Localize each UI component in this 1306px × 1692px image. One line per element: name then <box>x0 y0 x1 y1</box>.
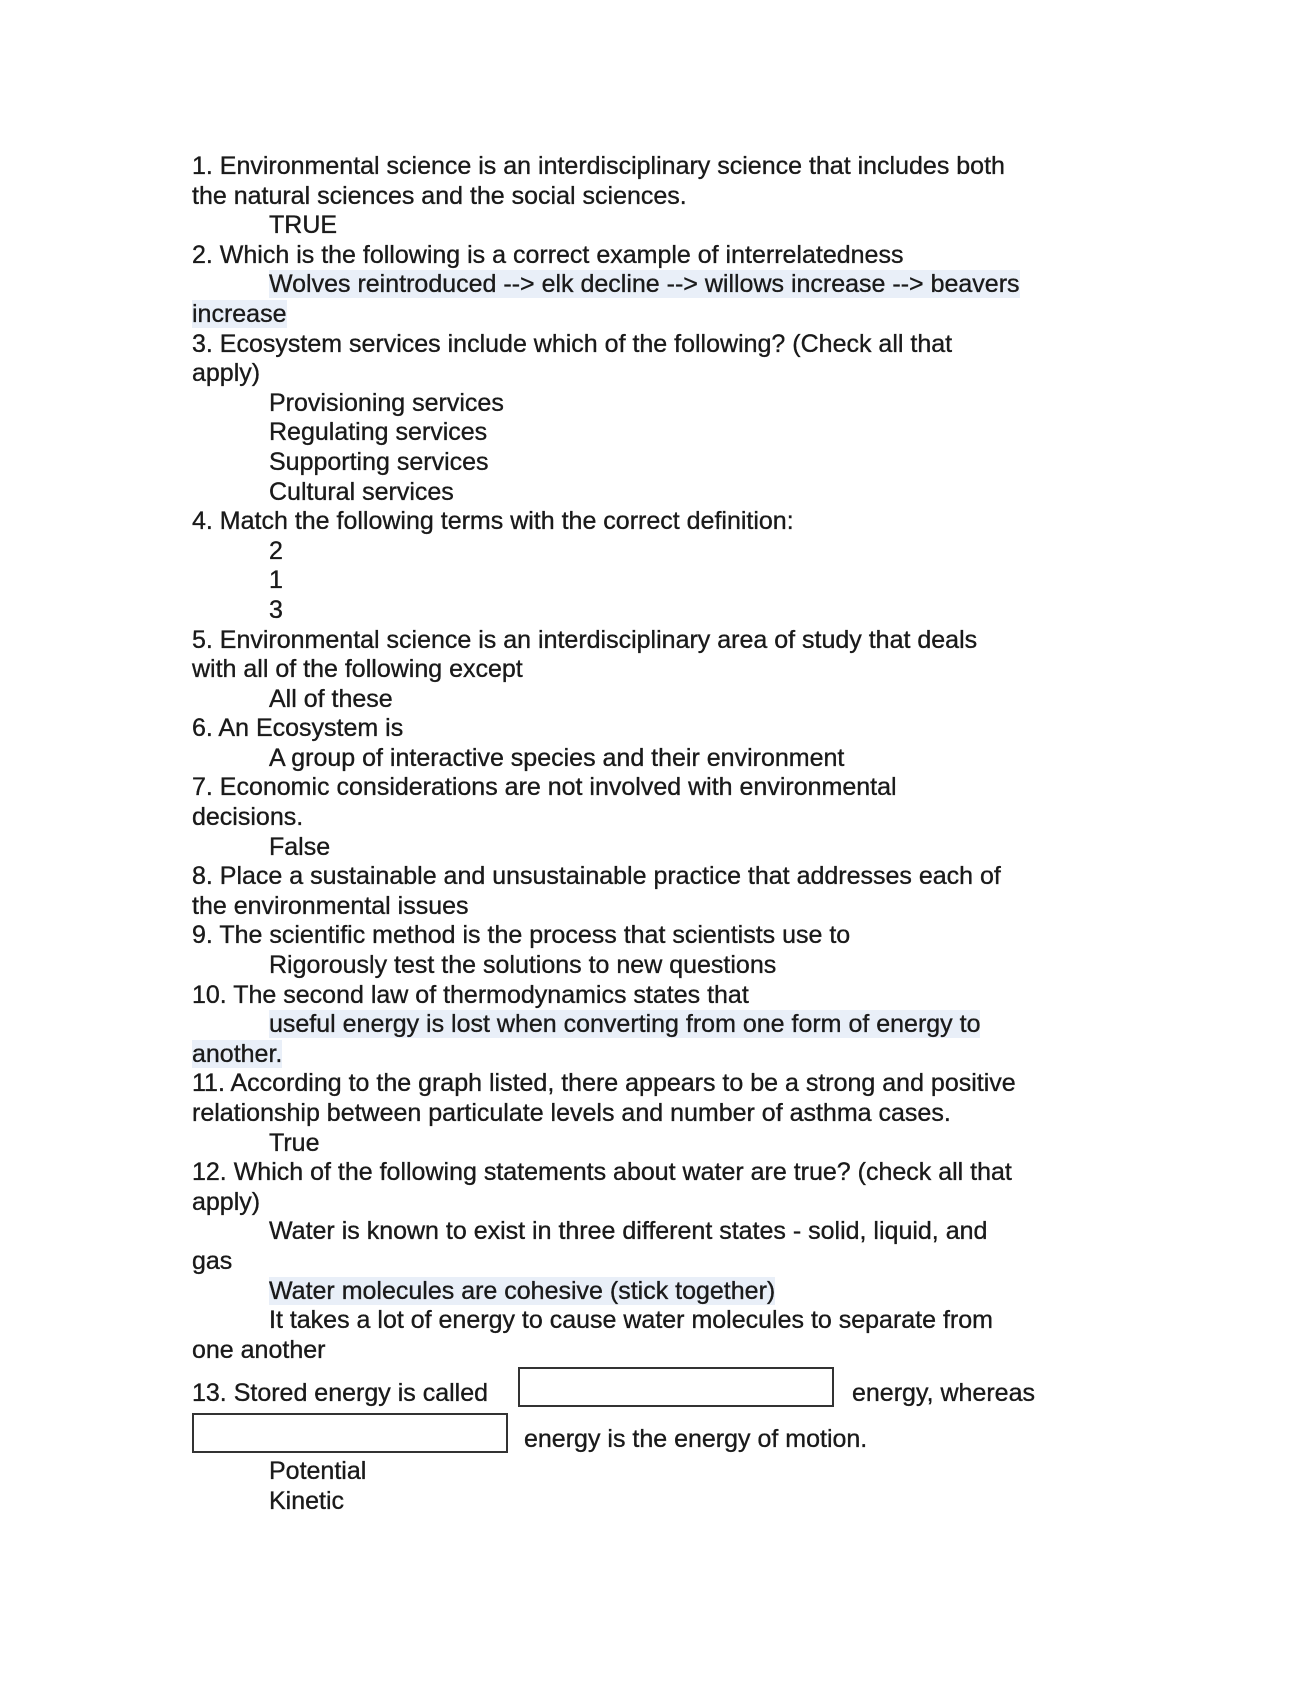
question-11-line-2: relationship between particulate levels and number of asthma cases. <box>192 1099 951 1127</box>
question-8-line-2: the environmental issues <box>192 891 469 920</box>
question-4-answer-2: 1 <box>269 566 283 595</box>
question-12-answer-2-text: Water molecules are cohesive (stick together) <box>269 1276 776 1305</box>
question-13-line-2 <box>192 1411 1132 1457</box>
question-4-answer-3: 3 <box>269 595 283 624</box>
question-12-line-2: apply) <box>192 1187 261 1216</box>
question-9-answer: Rigorously test the solutions to new questions <box>269 951 777 980</box>
question-13-text-3: energy is the energy of motion. <box>524 1425 868 1454</box>
question-5-line-1: 5. Environmental science is an interdisciplinary area of study that deals <box>192 625 978 654</box>
question-5-line-2: with all of the following except <box>192 655 523 684</box>
question-3-answer-4: Cultural services <box>269 477 454 506</box>
question-10-line-1: 10. The second law of thermodynamics states that <box>192 980 749 1009</box>
question-13-answer-2: Kinetic <box>269 1486 345 1515</box>
question-5-answer: All of these <box>269 684 393 713</box>
question-11-line-1: 11. According to the graph listed, there appears to be a strong and positive <box>192 1069 1016 1098</box>
question-3-line-1: 3. Ecosystem services include which of the following? (Check all that <box>192 329 953 358</box>
question-2-answer-line-1: Wolves reintroduced --> elk decline --> willows increase --> beavers <box>269 270 1020 299</box>
question-7-line-2: decisions. <box>192 803 304 832</box>
question-12-answer-3-line-1: It takes a lot of energy to cause water molecules to separate from <box>269 1306 993 1335</box>
question-12-line-1: 12. Which of the following statements about water are true? (check all that <box>192 1158 1012 1187</box>
question-1-line-1: 1. Environmental science is an interdisciplinary science that includes both <box>192 152 1005 180</box>
question-12-answer-3-line-2: one another <box>192 1335 326 1364</box>
question-6-line-1: 6. An Ecosystem is <box>192 714 404 743</box>
question-3-answer-3: Supporting services <box>269 447 489 476</box>
question-2-answer-line-2: increase <box>192 299 287 328</box>
question-11-answer: True <box>269 1128 320 1157</box>
question-2-line-1: 2. Which is the following is a correct example of interrelatedness <box>192 240 904 269</box>
blank-motion-energy-input[interactable] <box>192 1413 508 1453</box>
question-7-line-1: 7. Economic considerations are not involved with environmental <box>192 773 897 802</box>
question-1-answer: TRUE <box>269 211 338 240</box>
question-1-line-2: the natural sciences and the social sciences. <box>192 181 687 210</box>
blank-stored-energy-input[interactable] <box>518 1367 834 1407</box>
document-page <box>192 152 1132 1517</box>
question-12-answer-1-line-1: Water is known to exist in three different states - solid, liquid, and <box>269 1217 988 1246</box>
question-9-line-1: 9. The scientific method is the process that scientists use to <box>192 921 851 950</box>
question-2-answer <box>192 270 1132 329</box>
question-12-answer-1-line-2: gas <box>192 1246 233 1275</box>
question-13-answer-1: Potential <box>269 1457 367 1486</box>
question-10-answer-line-2: another. <box>192 1039 283 1068</box>
question-4-answer-1: 2 <box>269 536 283 565</box>
question-10-answer <box>192 1010 1132 1069</box>
question-7-answer: False <box>269 832 331 861</box>
question-12-answer-2 <box>192 1277 1132 1307</box>
question-13-text-2: energy, whereas <box>852 1379 1035 1408</box>
question-3-answer-2: Regulating services <box>269 418 488 447</box>
question-4-line-1: 4. Match the following terms with the correct definition: <box>192 507 794 536</box>
question-6-answer: A group of interactive species and their environment <box>269 743 845 772</box>
question-10-answer-line-1: useful energy is lost when converting from one form of energy to <box>269 1010 981 1039</box>
question-3-line-2: apply) <box>192 359 261 388</box>
question-13-text-1: 13. Stored energy is called <box>192 1379 489 1408</box>
question-13-line-1 <box>192 1365 1132 1411</box>
question-8-line-1: 8. Place a sustainable and unsustainable practice that addresses each of <box>192 862 1001 891</box>
question-3-answer-1: Provisioning services <box>269 388 504 417</box>
